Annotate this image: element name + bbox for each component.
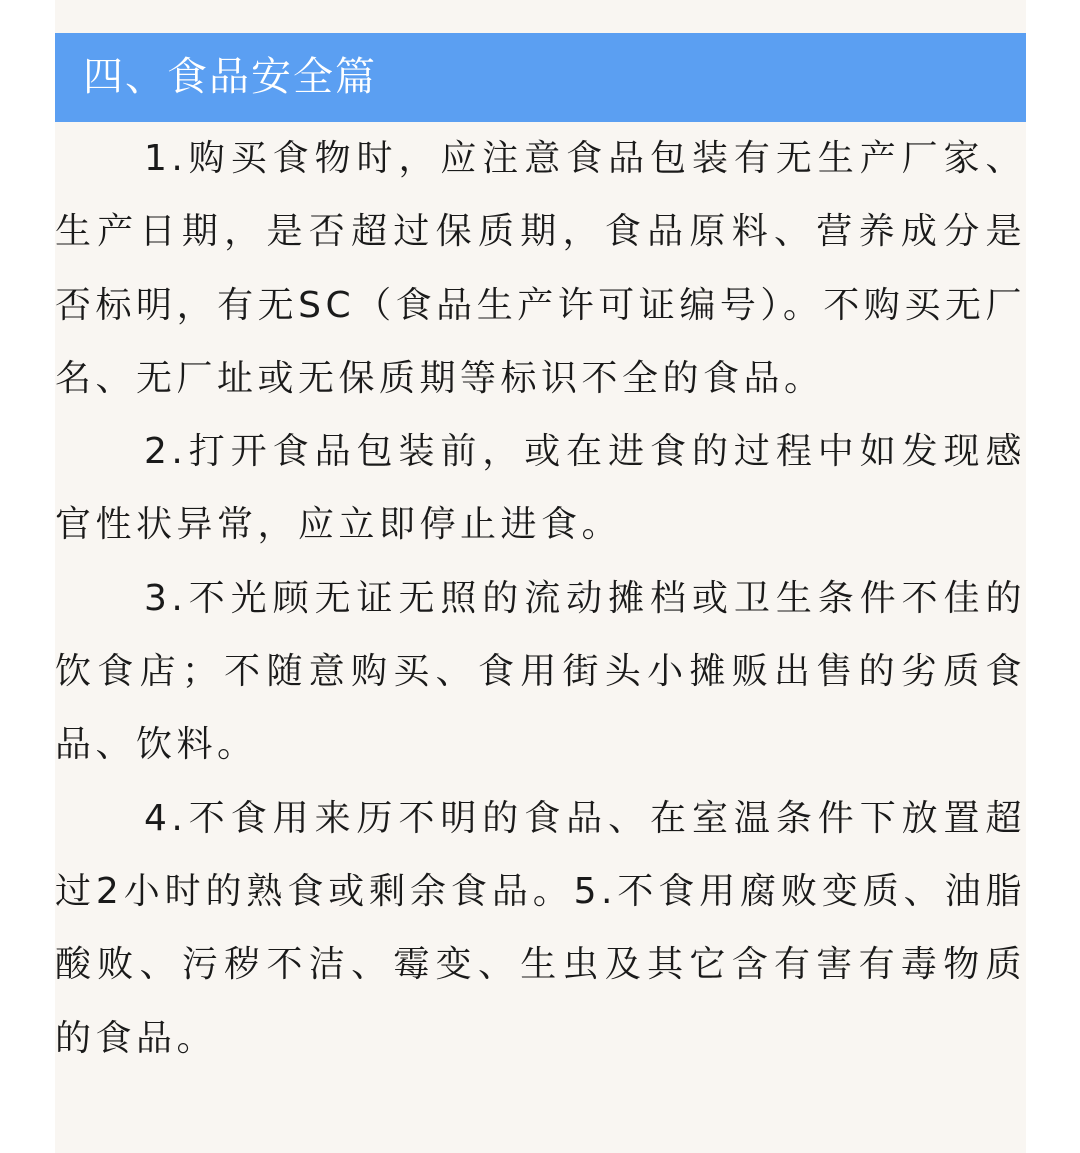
paragraph-2: 2.打开食品包装前，或在进食的过程中如发现感官性状异常，应立即停止进食。 [55,431,1026,546]
paragraph-4: 4.不食用来历不明的食品、在室温条件下放置超过2小时的熟食或剩余食品。5.不食用腐败变质、油脂酸败、污秽不洁、霉变、生虫及其它含有害有毒物质的食品。 [55,797,1026,1059]
paragraph-1: 1.购买食物时，应注意食品包装有无生产厂家、生产日期，是否超过保质期，食品原料、营养成分是否标明，有无SC（食品生产许可证编号）。不购买无厂名、无厂址或无保质期等标识不全的食品。 [55,138,1026,399]
section-title: 四、食品安全篇 [83,54,377,100]
section-header [55,33,1026,122]
article-body [55,122,1026,1075]
paragraph-3: 3.不光顾无证无照的流动摊档或卫生条件不佳的饮食店；不随意购买、食用街头小摊贩出售的劣质食品、饮料。 [55,577,1026,766]
